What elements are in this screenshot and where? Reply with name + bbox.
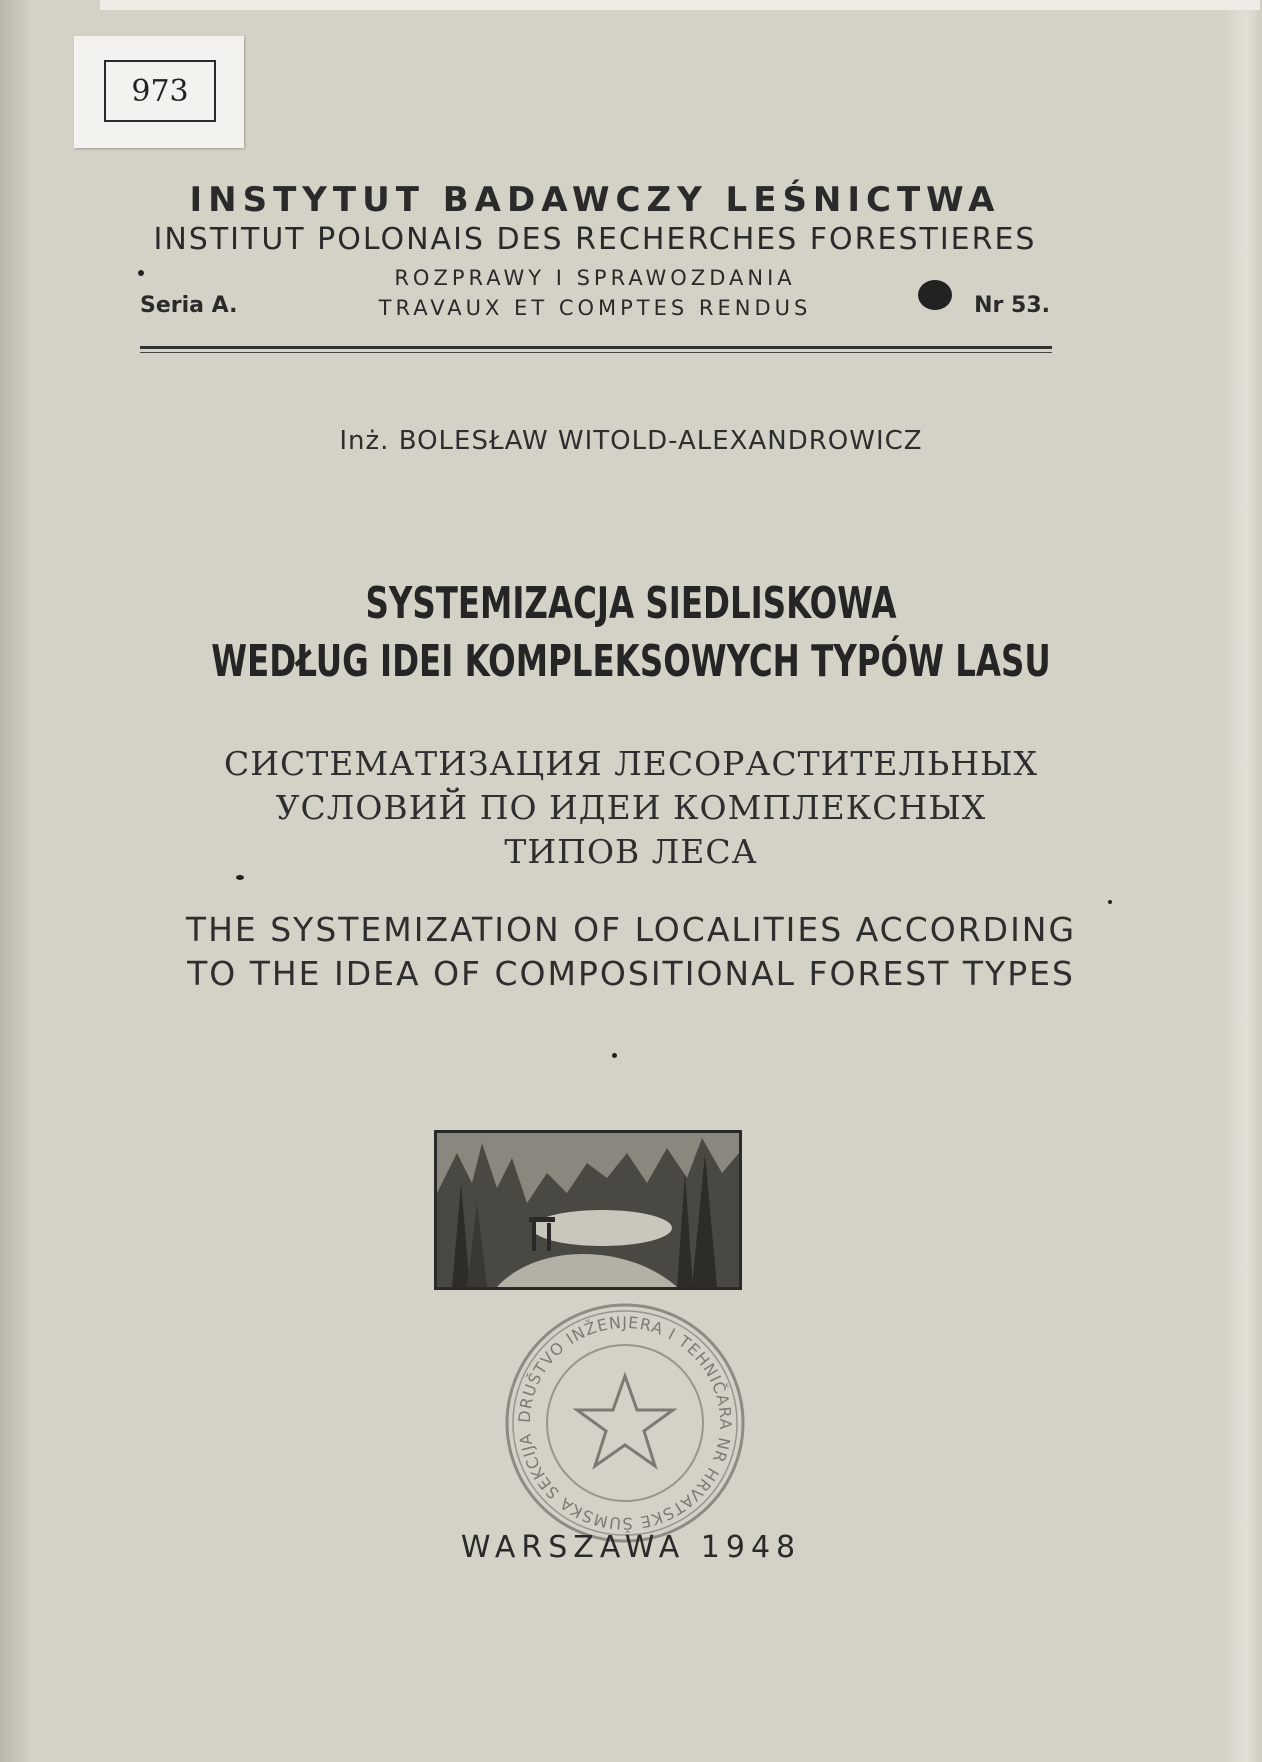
paper-speck (236, 875, 244, 880)
publisher-header (135, 180, 1055, 323)
header-rule-thick (140, 346, 1052, 349)
title-polish-line-2: WEDŁUG IDEI KOMPLEKSOWYCH TYPÓW LASU (211, 636, 1051, 687)
series-letter: Seria A. (140, 293, 238, 318)
paper-speck (612, 1053, 617, 1058)
paper-speck (138, 270, 144, 276)
cover-left-edge (0, 0, 28, 1762)
imprint-place-year: WARSZAWA 1948 (460, 1530, 802, 1565)
author-name: Inż. BOLESŁAW WITOLD-ALEXANDROWICZ (339, 426, 923, 456)
society-stamp (500, 1298, 750, 1548)
series-title (335, 263, 855, 323)
institute-name-french: INSTITUT POLONAIS DES RECHERCHES FORESTIERES (153, 222, 1037, 257)
forest-scene-icon (437, 1133, 739, 1287)
cover-top-strip (100, 0, 1260, 10)
library-number: 973 (104, 60, 216, 122)
institute-name-polish: INSTYTUT BADAWCZY LEŚNICTWA (189, 180, 1001, 220)
paper-speck (1108, 900, 1112, 904)
series-title-polish: ROZPRAWY I SPRAWOZDANIA (394, 266, 796, 290)
title-russian-line-1: СИСТЕМАТИЗАЦИЯ ЛЕСОРАСТИТЕЛЬНЫХ (224, 744, 1038, 783)
title-russian-line-2: УСЛОВИЙ ПО ИДЕИ КОМПЛЕКСНЫХ (275, 788, 987, 827)
title-english (0, 908, 1262, 996)
series-title-french: TRAVAUX ET COMPTES RENDUS (378, 296, 812, 320)
cover-right-edge (1222, 0, 1262, 1762)
title-polish-line-1: SYSTEMIZACJA SIEDLISKOWA (365, 578, 897, 629)
title-polish (114, 575, 1149, 691)
title-russian-line-3: ТИПОВ ЛЕСА (504, 832, 758, 871)
stamp-text: DRUŠTVO INŽENJERA I TEHNIČARA NR HRVATSKE ŠUMSKA SEKCIJA (514, 1312, 736, 1534)
title-english-line-1: THE SYSTEMIZATION OF LOCALITIES ACCORDING (185, 910, 1077, 949)
ink-blot (918, 280, 952, 310)
forest-vignette-illustration (434, 1130, 742, 1290)
title-english-line-2: TO THE IDEA OF COMPOSITIONAL FOREST TYPES (187, 954, 1075, 993)
library-label (74, 36, 244, 148)
stamp-seal-icon (500, 1298, 750, 1548)
header-rule-thin (140, 352, 1052, 353)
series-row (135, 263, 1055, 323)
series-number: Nr 53. (974, 293, 1050, 318)
title-russian (0, 742, 1262, 874)
